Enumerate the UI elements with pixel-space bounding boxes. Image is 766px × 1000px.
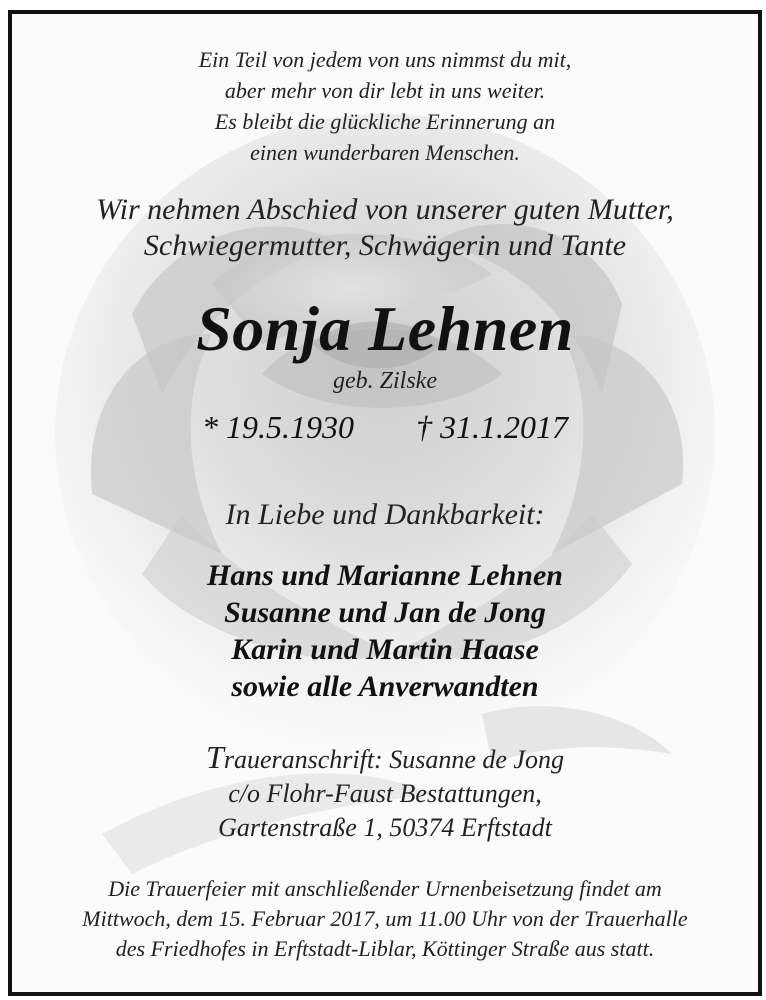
ceremony-line-3: des Friedhofes in Erftstadt-Liblar, Köttinger Straße aus statt.	[115, 936, 655, 961]
birth-name: geb. Zilske	[333, 368, 437, 394]
birth-date: * 19.5.1930	[202, 409, 354, 445]
quote-line-2: aber mehr von dir lebt in uns weiter.	[224, 78, 546, 103]
quote-line-3: Es bleibt die glückliche Erinnerung an	[214, 109, 556, 134]
quote-line-4: einen wunderbaren Menschen.	[250, 140, 520, 165]
address-initial: T	[206, 739, 224, 775]
family-line-1: Hans und Marianne Lehnen	[207, 559, 563, 592]
intro-line-1: Wir nehmen Abschied von unserer guten Mutter,	[96, 193, 674, 226]
ceremony-line-2: Mittwoch, dem 15. Februar 2017, um 11.00 Uhr von der Trauerhalle	[82, 906, 688, 931]
quote-line-1: Ein Teil von jedem von uns nimmst du mit,	[198, 47, 572, 72]
deceased-name: Sonja Lehnen	[196, 293, 574, 364]
life-dates	[12, 409, 758, 446]
death-date: † 31.1.2017	[416, 409, 568, 445]
intro-line-2: Schwiegermutter, Schwägerin und Tante	[143, 229, 627, 262]
address-line-3: Gartenstraße 1, 50374 Erftstadt	[218, 813, 552, 842]
address-line-2: c/o Flohr-Faust Bestattungen,	[228, 779, 542, 808]
family-line-2: Susanne und Jan de Jong	[224, 596, 546, 629]
address-line-1	[12, 740, 758, 777]
dedication: In Liebe und Dankbarkeit:	[225, 498, 545, 531]
obituary-frame	[8, 10, 762, 996]
ceremony-line-1: Die Trauerfeier mit anschließender Urnenbeisetzung findet am	[108, 876, 662, 901]
family-line-4: sowie alle Anverwandten	[231, 670, 539, 703]
family-line-3: Karin und Martin Haase	[231, 633, 539, 666]
address-line-1-text: raueranschrift: Susanne de Jong	[223, 745, 564, 774]
